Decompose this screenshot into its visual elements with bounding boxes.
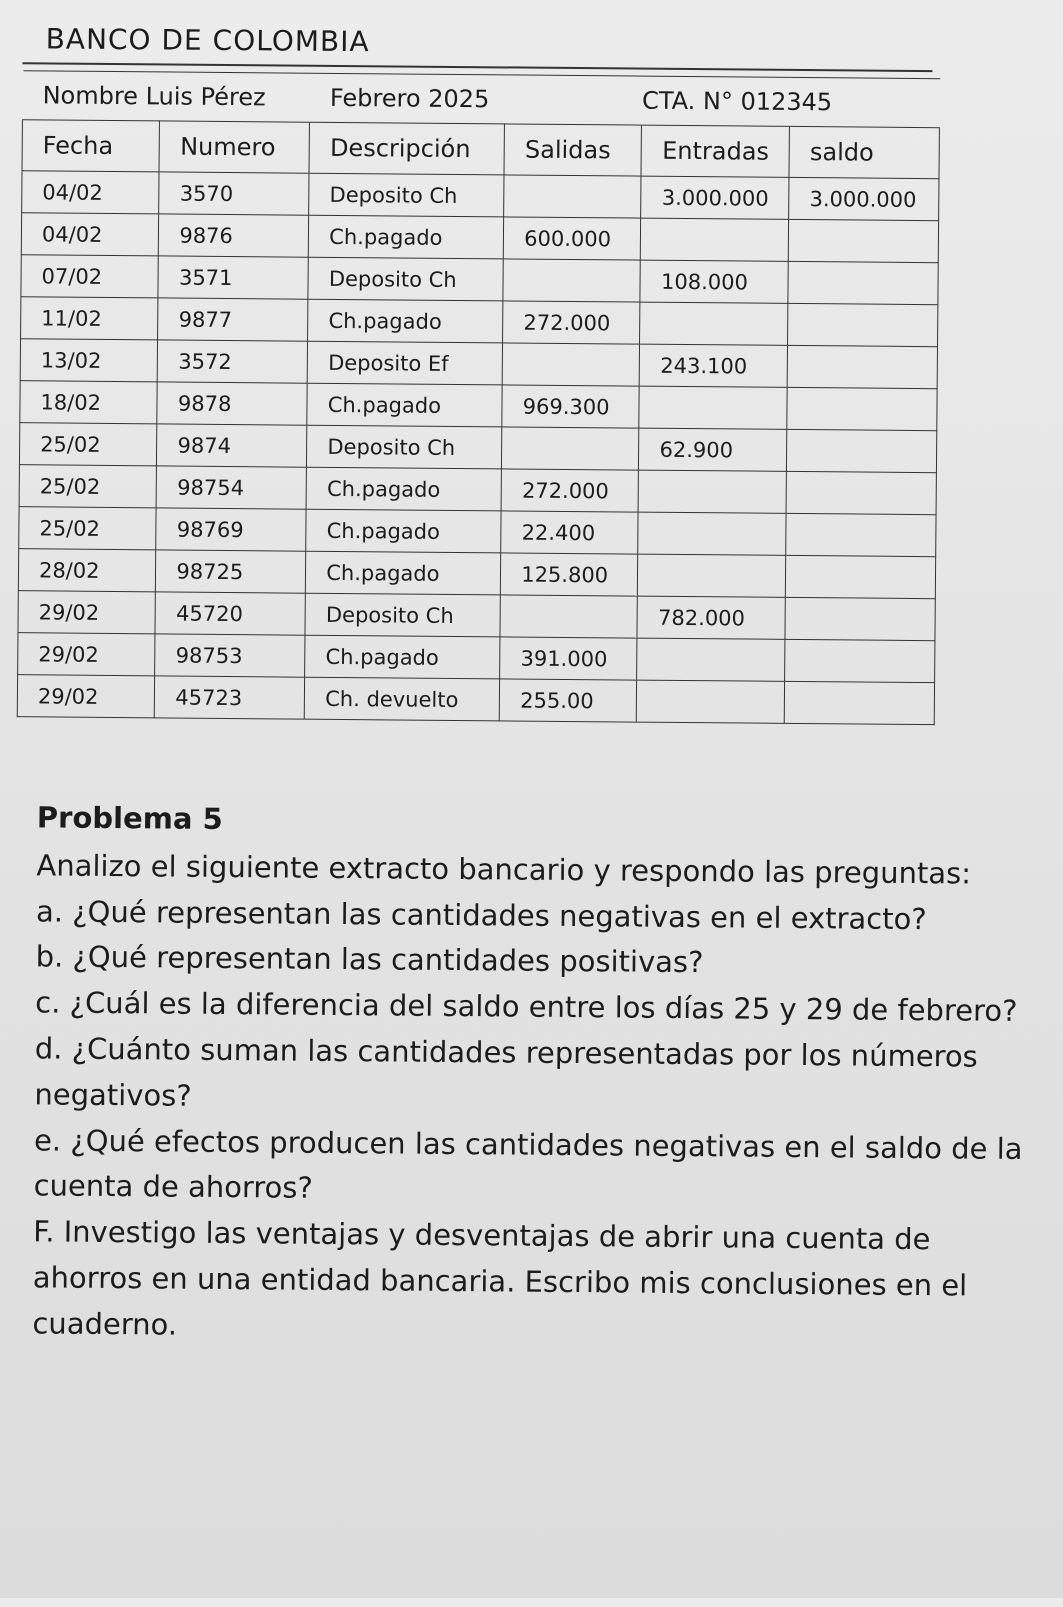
column-header-salidas: Salidas bbox=[504, 124, 642, 176]
cell-numero: 9878 bbox=[157, 382, 307, 425]
cell-salidas: 272.000 bbox=[503, 301, 641, 344]
cell-descripcion: Ch.pagado bbox=[306, 467, 501, 511]
cell-fecha: 28/02 bbox=[18, 549, 156, 592]
column-header-saldo: saldo bbox=[789, 126, 939, 178]
cell-descripcion: Deposito Ch bbox=[309, 173, 504, 217]
cell-fecha: 29/02 bbox=[18, 591, 156, 634]
cell-fecha: 25/02 bbox=[19, 465, 157, 508]
cell-fecha: 25/02 bbox=[19, 507, 157, 550]
column-header-fecha: Fecha bbox=[22, 120, 160, 172]
cell-fecha: 25/02 bbox=[19, 423, 157, 466]
cell-saldo bbox=[786, 471, 936, 514]
bank-statement-table bbox=[17, 70, 941, 725]
cell-fecha: 04/02 bbox=[22, 171, 160, 214]
cell-descripcion: Ch.pagado bbox=[306, 551, 501, 595]
cell-salidas: 125.800 bbox=[501, 553, 639, 596]
cell-saldo bbox=[785, 597, 935, 640]
question-c: c. ¿Cuál es la diferencia del saldo entre los días 25 y 29 de febrero? bbox=[35, 985, 1018, 1029]
cell-entradas bbox=[640, 302, 788, 345]
question-a: a. ¿Qué representan las cantidades negativas en el extracto? bbox=[35, 893, 927, 936]
cell-numero: 98725 bbox=[156, 550, 306, 593]
cell-entradas bbox=[638, 554, 786, 597]
cell-descripcion: Deposito Ch bbox=[308, 257, 503, 301]
cell-numero: 45720 bbox=[155, 592, 305, 635]
cell-saldo bbox=[784, 681, 934, 724]
cell-numero: 3571 bbox=[158, 256, 308, 299]
column-header-entradas: Entradas bbox=[641, 125, 789, 177]
cell-descripcion: Ch.pagado bbox=[307, 383, 502, 427]
cell-fecha: 29/02 bbox=[17, 675, 155, 718]
cell-salidas: 255.00 bbox=[499, 679, 637, 722]
cell-salidas bbox=[504, 175, 642, 218]
cell-entradas bbox=[639, 470, 787, 513]
cell-saldo bbox=[786, 555, 936, 598]
column-header-descripcion: Descripción bbox=[309, 122, 504, 175]
cell-numero: 9877 bbox=[158, 298, 308, 341]
account-number: CTA. N° 012345 bbox=[642, 76, 940, 128]
cell-numero: 3572 bbox=[158, 340, 308, 383]
column-header-row bbox=[22, 120, 939, 179]
cell-salidas bbox=[502, 427, 640, 470]
column-header-numero: Numero bbox=[159, 121, 309, 173]
cell-fecha: 11/02 bbox=[21, 297, 159, 340]
cell-salidas: 600.000 bbox=[504, 217, 642, 260]
cell-saldo bbox=[786, 513, 936, 556]
cell-descripcion: Ch. devuelto bbox=[305, 677, 500, 721]
cell-entradas bbox=[637, 638, 785, 681]
cell-entradas: 62.900 bbox=[639, 428, 787, 471]
cell-numero: 98754 bbox=[157, 466, 307, 509]
cell-entradas bbox=[637, 680, 785, 723]
cell-numero: 9876 bbox=[159, 214, 309, 257]
cell-salidas bbox=[503, 259, 641, 302]
cell-saldo bbox=[785, 639, 935, 682]
cell-numero: 3570 bbox=[159, 172, 309, 215]
question-d: d. ¿Cuánto suman las cantidades representadas por los números negativos? bbox=[34, 1031, 978, 1113]
cell-entradas bbox=[638, 512, 786, 555]
cell-numero: 98753 bbox=[155, 634, 305, 677]
cell-saldo: 3.000.000 bbox=[789, 177, 939, 220]
question-e: e. ¿Qué efectos producen las cantidades negativas en el saldo de la cuenta de ahorros? bbox=[33, 1122, 1023, 1206]
cell-salidas: 272.000 bbox=[501, 469, 639, 512]
problem-title: Problema 5 bbox=[36, 800, 223, 836]
cell-salidas: 391.000 bbox=[500, 637, 638, 680]
cell-salidas: 22.400 bbox=[501, 511, 639, 554]
cell-saldo bbox=[787, 387, 937, 430]
cell-entradas: 108.000 bbox=[640, 260, 788, 303]
cell-salidas bbox=[502, 343, 640, 386]
problem-intro: Analizo el siguiente extracto bancario y respondo las preguntas: bbox=[36, 848, 972, 891]
cell-descripcion: Ch.pagado bbox=[305, 635, 500, 679]
cell-fecha: 07/02 bbox=[21, 255, 159, 298]
statement-meta-row bbox=[22, 71, 939, 128]
cell-entradas bbox=[641, 218, 789, 261]
cell-saldo bbox=[789, 219, 939, 262]
cell-salidas: 969.300 bbox=[502, 385, 640, 428]
cell-salidas bbox=[500, 595, 638, 638]
cell-descripcion: Ch.pagado bbox=[308, 299, 503, 343]
cell-saldo bbox=[787, 429, 937, 472]
problem-section bbox=[32, 795, 1037, 1355]
cell-fecha: 04/02 bbox=[21, 213, 159, 256]
table-row bbox=[17, 675, 934, 725]
cell-saldo bbox=[787, 345, 937, 388]
cell-descripcion: Deposito Ef bbox=[307, 341, 502, 385]
cell-entradas bbox=[639, 386, 787, 429]
cell-numero: 9874 bbox=[157, 424, 307, 467]
cell-descripcion: Ch.pagado bbox=[306, 509, 501, 553]
cell-saldo bbox=[788, 303, 938, 346]
cell-numero: 98769 bbox=[156, 508, 306, 551]
cell-descripcion: Deposito Ch bbox=[307, 425, 502, 469]
cell-fecha: 29/02 bbox=[18, 633, 156, 676]
statement-period: Febrero 2025 bbox=[310, 73, 643, 125]
cell-descripcion: Ch.pagado bbox=[309, 215, 504, 259]
cell-fecha: 18/02 bbox=[20, 381, 158, 424]
question-f: F. Investigo las ventajas y desventajas de abrir una cuenta de ahorros en una entidad bancaria. Escribo mis conclusiones en el cuaderno. bbox=[32, 1214, 968, 1342]
cell-saldo bbox=[788, 261, 938, 304]
bank-title: BANCO DE COLOMBIA bbox=[45, 22, 370, 59]
question-b: b. ¿Qué representan las cantidades positivas? bbox=[35, 939, 704, 980]
cell-entradas: 782.000 bbox=[637, 596, 785, 639]
cell-numero: 45723 bbox=[155, 676, 305, 719]
cell-fecha: 13/02 bbox=[20, 339, 158, 382]
cell-entradas: 243.100 bbox=[640, 344, 788, 387]
cell-descripcion: Deposito Ch bbox=[305, 593, 500, 637]
cell-entradas: 3.000.000 bbox=[641, 176, 789, 219]
account-holder-name: Nombre Luis Pérez bbox=[22, 71, 310, 123]
